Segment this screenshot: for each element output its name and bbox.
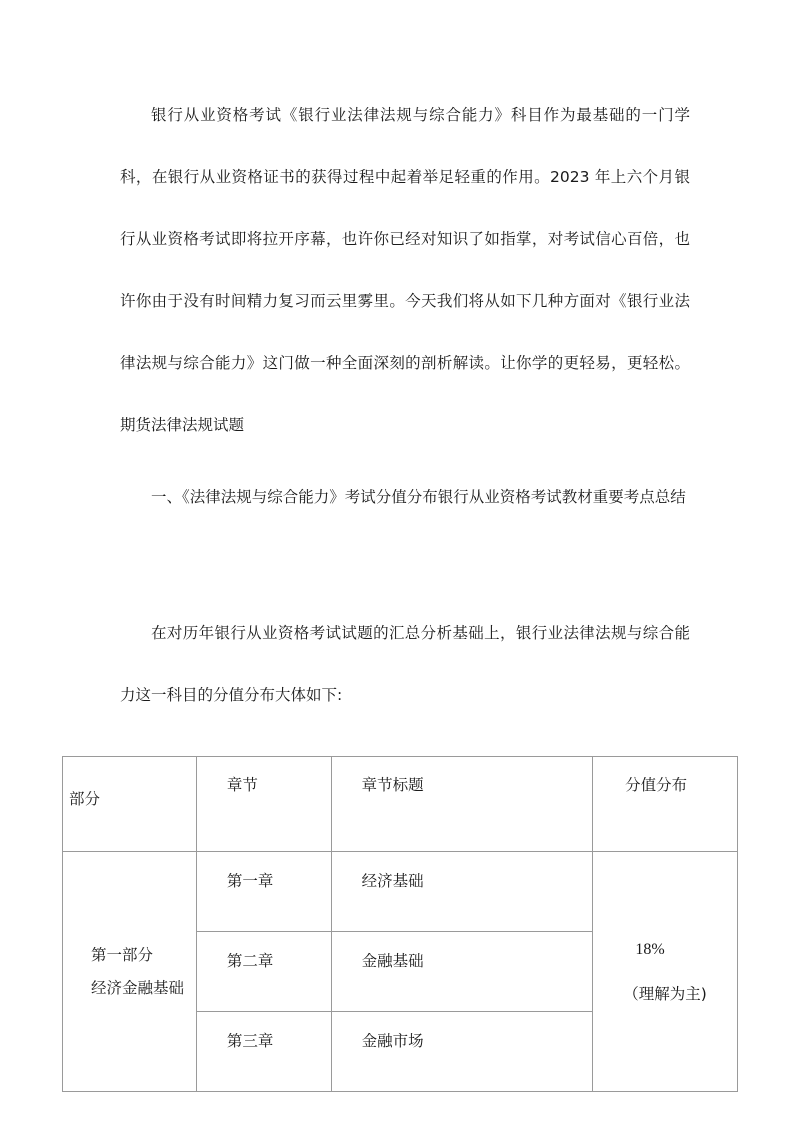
table-row xyxy=(63,852,738,932)
table-header-row xyxy=(63,757,738,852)
score-distribution-table xyxy=(62,756,738,1092)
part-subtitle: 经济金融基础 xyxy=(91,978,185,997)
score-cell xyxy=(593,852,738,1092)
score-note: （理解为主) xyxy=(623,984,707,1003)
chapter-cell: 第三章 xyxy=(196,1012,331,1092)
chapter-cell: 第二章 xyxy=(196,932,331,1012)
header-part: 部分 xyxy=(63,757,197,852)
header-chapter: 章节 xyxy=(196,757,331,852)
score-percent: 18% xyxy=(635,940,665,958)
chapter-cell: 第一章 xyxy=(196,852,331,932)
chapter-title-cell: 经济基础 xyxy=(331,852,593,932)
part-cell xyxy=(63,852,197,1092)
part-name: 第一部分 xyxy=(91,945,154,964)
analysis-paragraph: 在对历年银行从业资格考试试题的汇总分析基础上，银行业法律法规与综合能力这一科目的分值分布大体如下: xyxy=(120,624,690,704)
chapter-title-cell: 金融市场 xyxy=(331,1012,593,1092)
chapter-title-cell: 金融基础 xyxy=(331,932,593,1012)
section-heading: 一、《法律法规与综合能力》考试分值分布银行从业资格考试教材重要考点总结 xyxy=(151,488,686,506)
header-score: 分值分布 xyxy=(593,757,738,852)
header-chapter-title: 章节标题 xyxy=(331,757,593,852)
intro-paragraph: 银行从业资格考试《银行业法律法规与综合能力》科目作为最基础的一门学科，在银行从业资格证书的获得过程中起着举足轻重的作用。2023 年上六个月银行从业资格考试即将拉开序幕，也许你已经对知识了如指掌，对考试信心百倍，也许你由于没有时间精力复习而云里雾里。今天我们将从如下几种方面对《银行业法律法规与综合能力》这门做一种全面深刻的剖析解读。让你学的更轻易，更轻松。期货法律法规试题 xyxy=(120,106,690,434)
